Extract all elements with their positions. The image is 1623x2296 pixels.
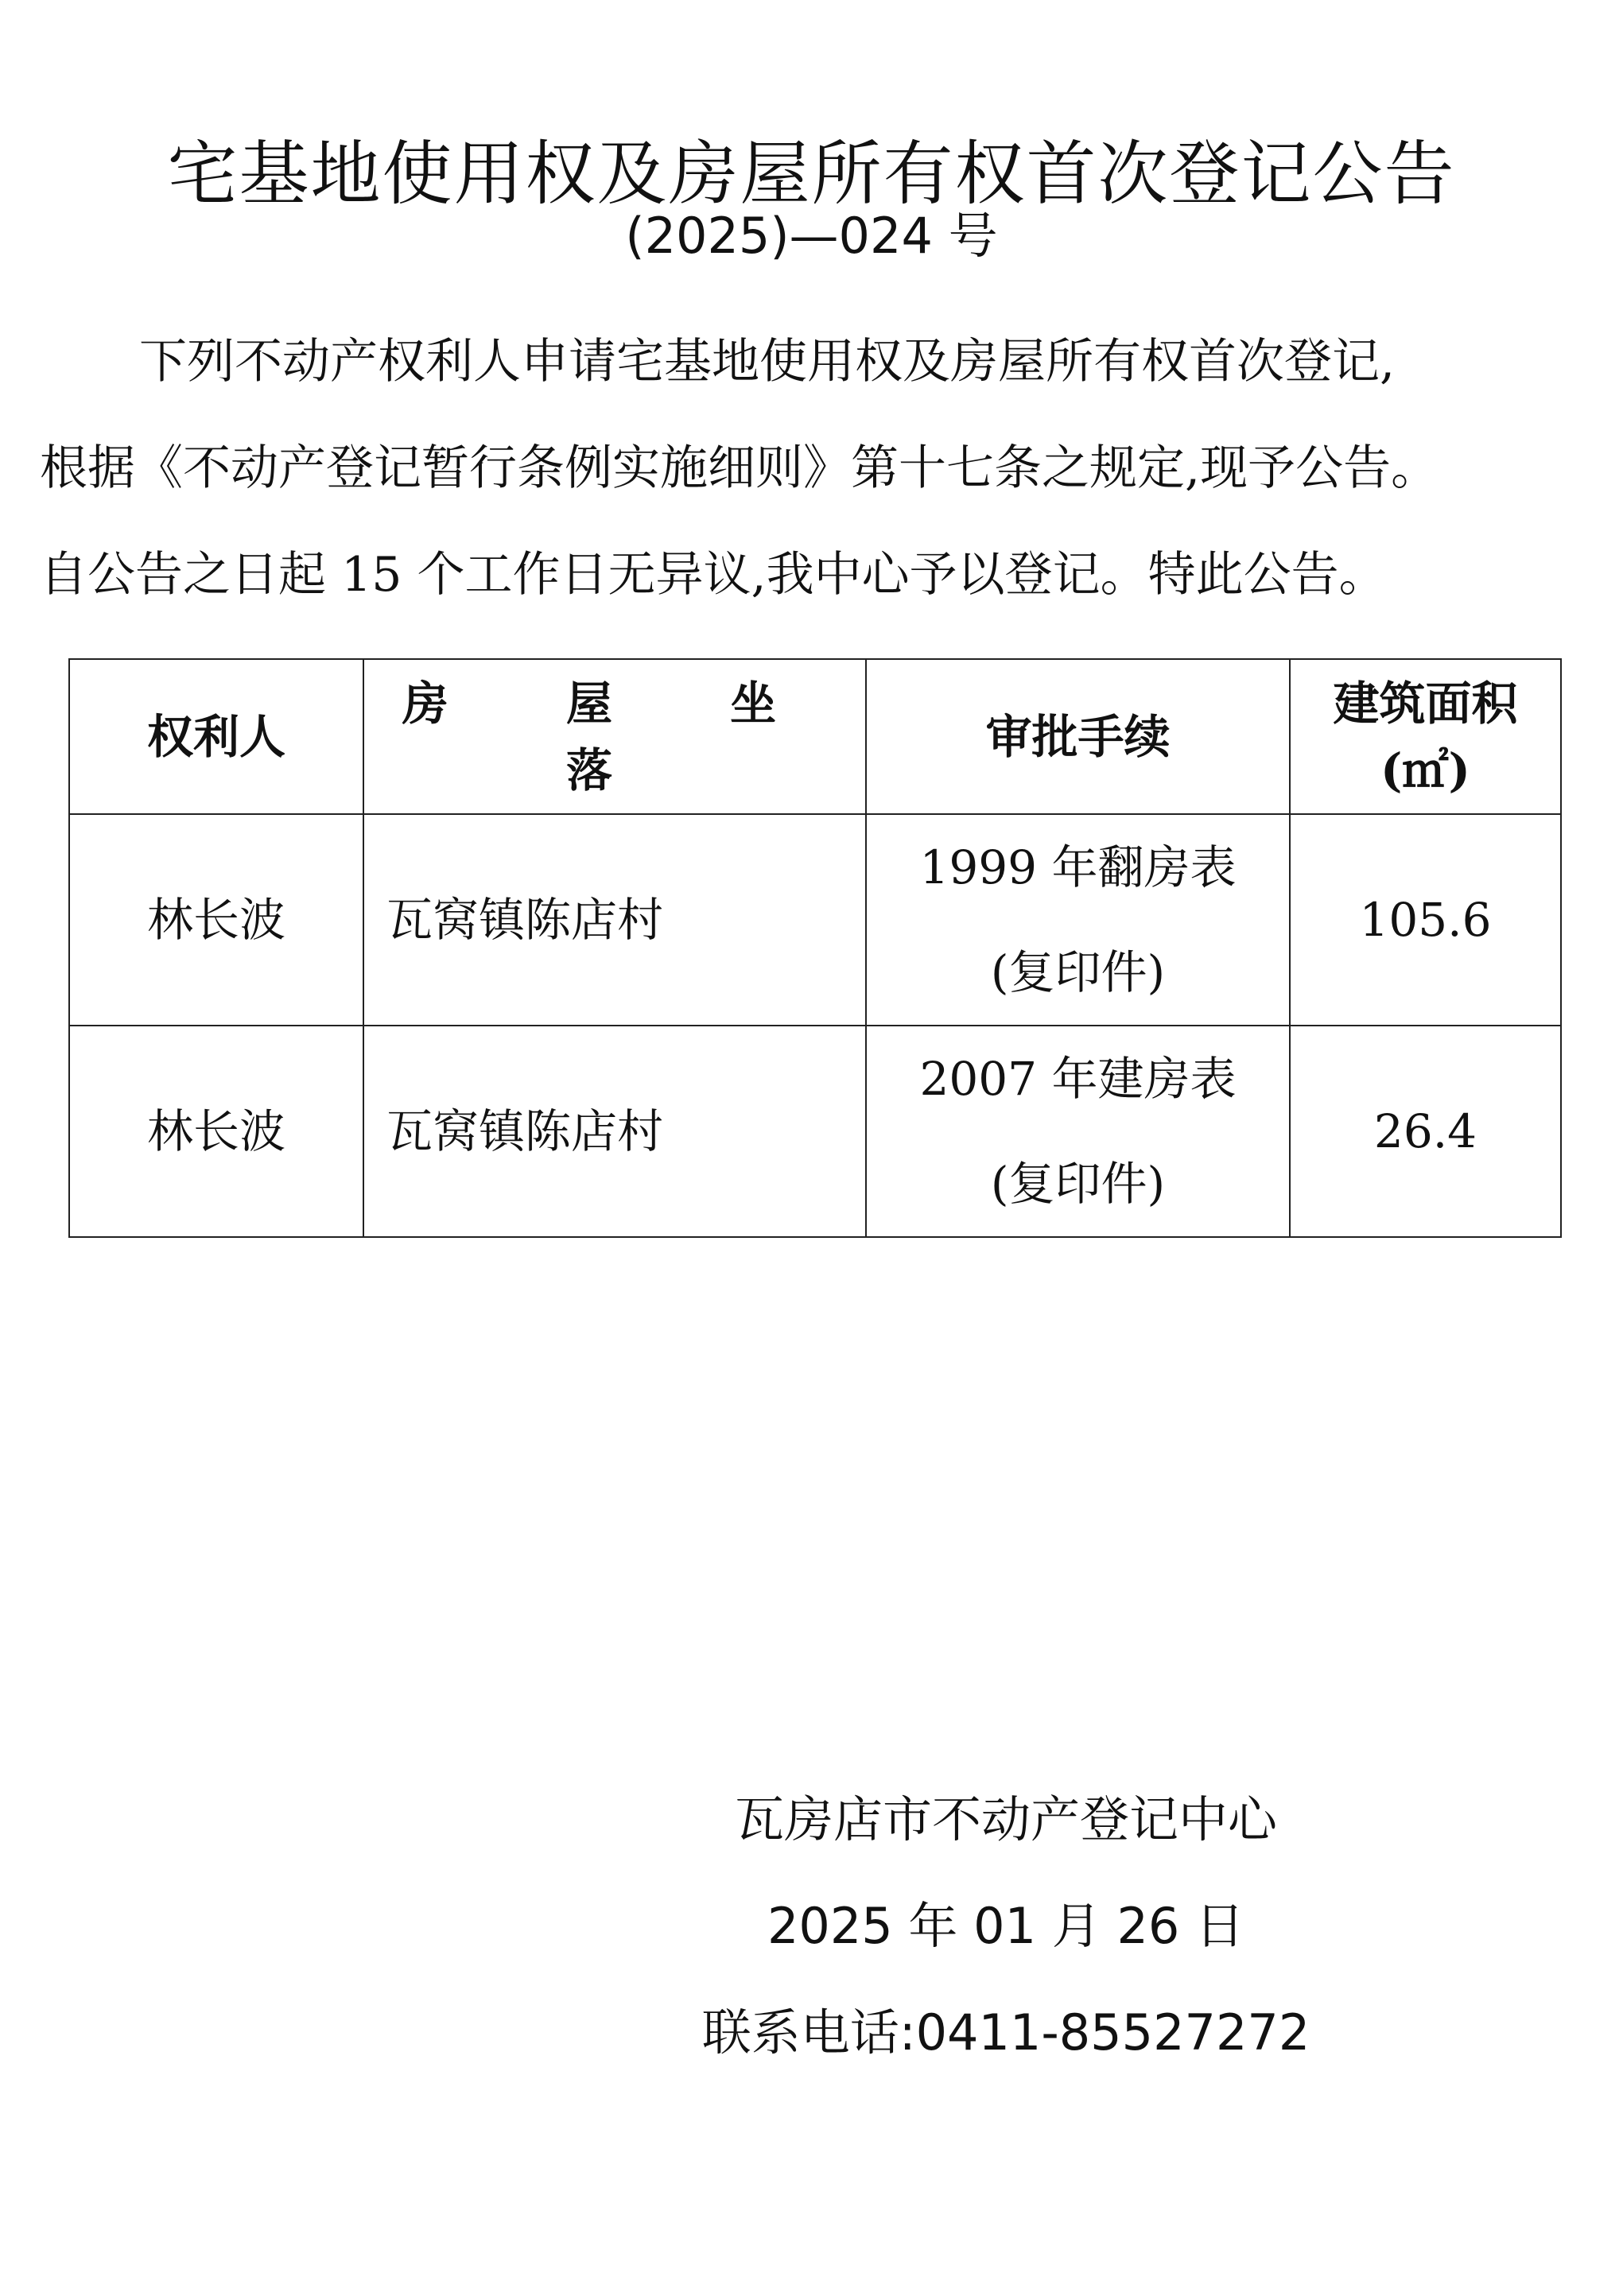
table-row (69, 814, 1561, 1026)
notice-title: 宅基地使用权及房屋所有权首次登记公告 (167, 132, 1456, 215)
registration-table (68, 658, 1562, 1238)
header-location-label: 房 屋 坐 落 (402, 676, 828, 797)
cell-location: 瓦窝镇陈店村 (363, 814, 866, 1026)
body-line-3: 自公告之日起 15 个工作日无异议,我中心予以登记。特此公告。 (40, 547, 1387, 603)
body-line-2: 根据《不动产登记暂行条例实施细则》第十七条之规定,现予公告。 (40, 440, 1439, 496)
header-approval: 审批手续 (866, 659, 1290, 814)
notice-footer (668, 1767, 1344, 2086)
header-area-unit: (㎡) (1380, 743, 1470, 797)
header-area-label: 建筑面积 (1333, 676, 1518, 731)
header-location (363, 659, 866, 814)
header-area (1290, 659, 1561, 814)
cell-location: 瓦窝镇陈店村 (363, 1026, 866, 1237)
header-holder: 权利人 (69, 659, 363, 814)
cell-approval (866, 1026, 1290, 1237)
notice-body (40, 308, 1598, 628)
cell-holder: 林长波 (69, 814, 363, 1026)
notice-number: (2025)—024 号 (625, 207, 998, 265)
contact-phone: 联系电话:0411-85527272 (701, 2003, 1310, 2061)
cell-area: 105.6 (1290, 814, 1561, 1026)
issuer-name: 瓦房店市不动产登记中心 (734, 1790, 1277, 1848)
approval-line-2: (复印件) (990, 1157, 1166, 1211)
approval-line-2: (复印件) (990, 945, 1166, 999)
approval-line-1: 2007 年建房表 (919, 1052, 1237, 1106)
cell-area: 26.4 (1290, 1026, 1561, 1237)
body-line-1: 下列不动产权利人申请宅基地使用权及房屋所有权首次登记, (139, 334, 1396, 390)
table-row (69, 1026, 1561, 1237)
issue-date: 2025 年 01 月 26 日 (767, 1897, 1245, 1955)
cell-approval (866, 814, 1290, 1026)
approval-line-1: 1999 年翻房表 (919, 840, 1237, 894)
cell-holder: 林长波 (69, 1026, 363, 1237)
table-header-row (69, 659, 1561, 814)
